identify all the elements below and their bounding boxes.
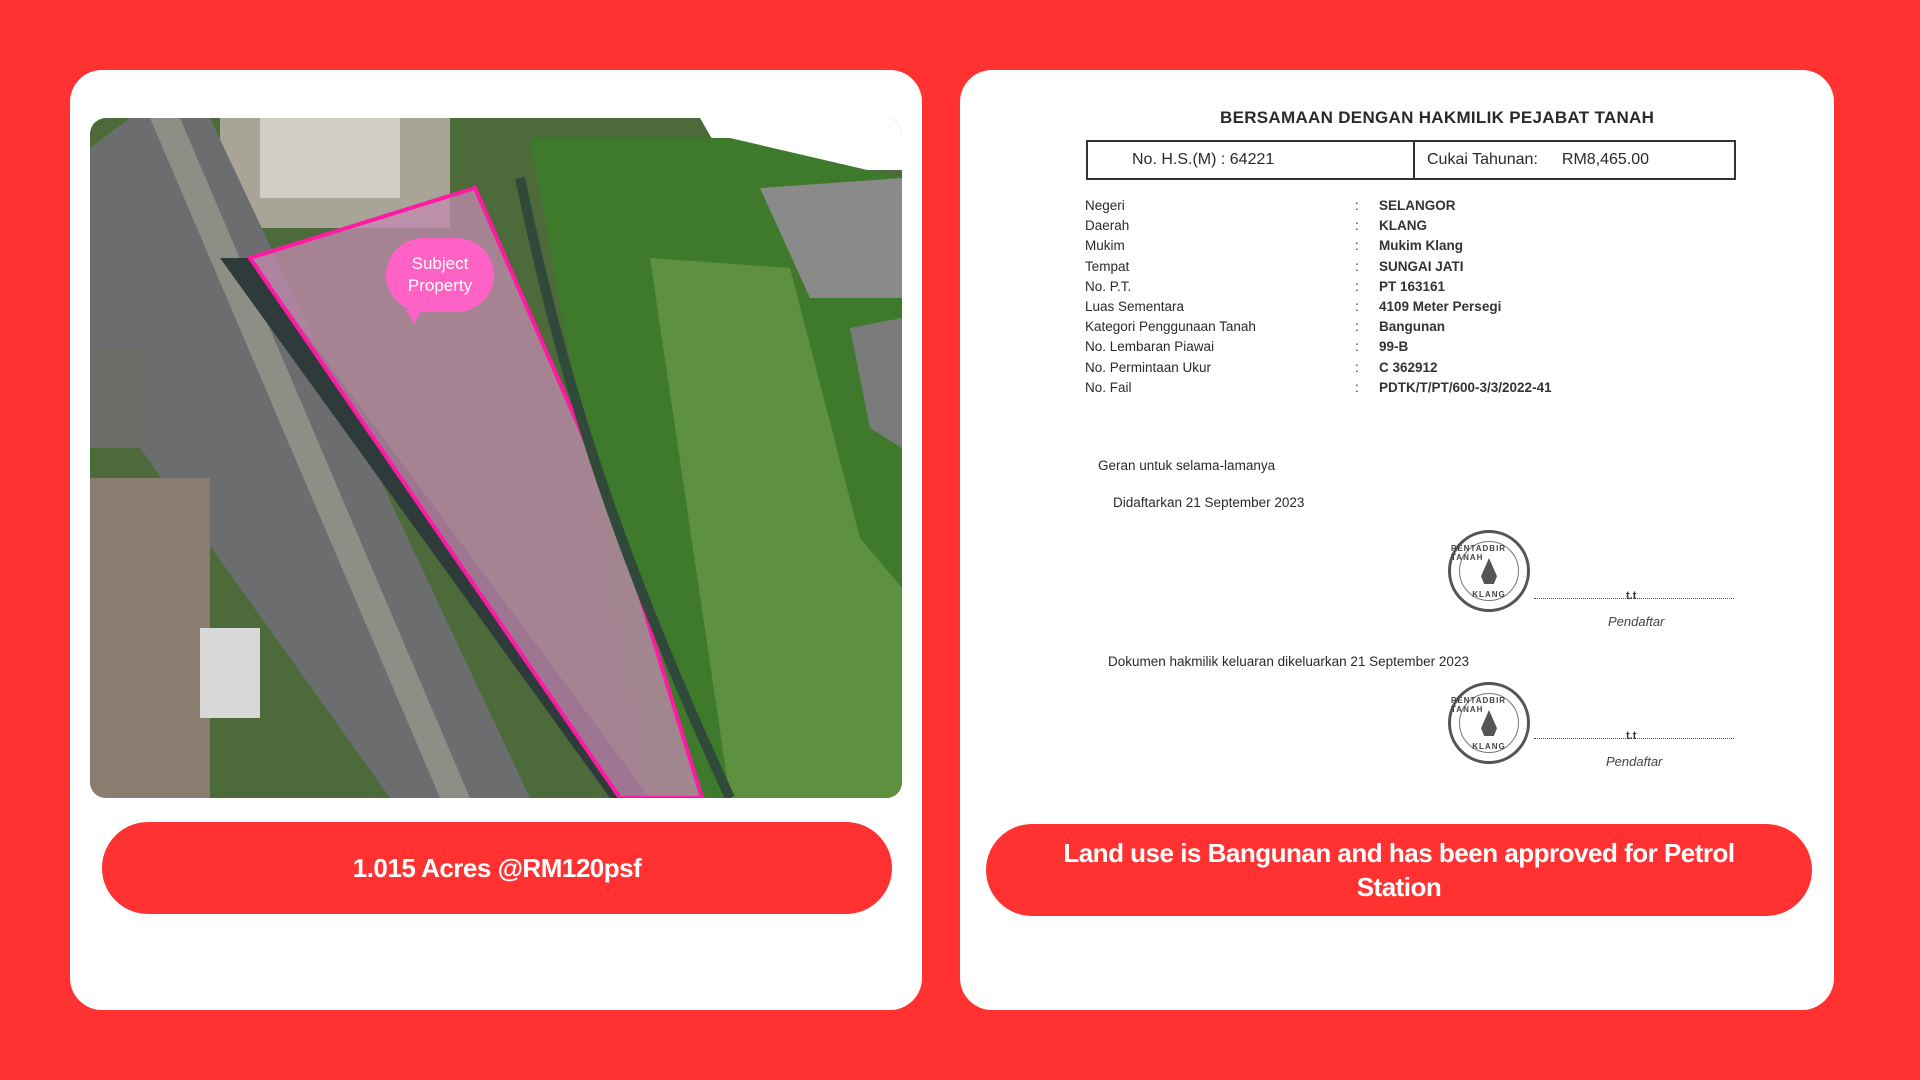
field-value: 4109 Meter Persegi: [1379, 298, 1502, 314]
land-use-caption: Land use is Bangunan and has been approved for Petrol Station: [986, 824, 1812, 916]
field-row: Negeri : SELANGOR: [1085, 198, 1552, 218]
registered-date-text: Didaftarkan 21 September 2023: [1113, 495, 1305, 510]
subject-property-callout: [386, 238, 494, 312]
aerial-photo: [90, 118, 902, 798]
annual-tax-label: Cukai Tahunan:: [1427, 151, 1538, 168]
price-caption: 1.015 Acres @RM120psf: [102, 822, 892, 914]
callout-line-2: Property: [407, 276, 473, 295]
field-label: Mukim: [1085, 238, 1125, 254]
field-row: Tempat : SUNGAI JATI: [1085, 259, 1552, 279]
field-row: Kategori Penggunaan Tanah : Bangunan: [1085, 319, 1552, 339]
callout-line-1: Subject: [411, 254, 469, 273]
field-value: SELANGOR: [1379, 198, 1456, 213]
field-label: No. Permintaan Ukur: [1085, 359, 1212, 375]
field-value: 99-B: [1379, 339, 1409, 355]
field-label: Kategori Penggunaan Tanah: [1085, 319, 1256, 335]
field-label: Negeri: [1085, 198, 1125, 213]
field-label: No. P.T.: [1085, 278, 1132, 294]
field-label: Tempat: [1085, 258, 1130, 274]
field-label: Luas Sementara: [1085, 298, 1185, 314]
seal-bottom-text: KLANG: [1472, 742, 1506, 751]
field-value: PDTK/T/PT/600-3/3/2022-41: [1379, 379, 1552, 395]
field-value: PT 163161: [1379, 278, 1446, 294]
field-value: KLANG: [1379, 218, 1427, 234]
field-label: No. Fail: [1085, 379, 1132, 395]
seal-top-text: PENTADBIR TANAH: [1451, 696, 1507, 714]
issued-date-text: Dokumen hakmilik keluaran dikeluarkan 21 September 2023: [1108, 654, 1469, 669]
signature-mark: t.t: [1626, 590, 1637, 602]
field-label: No. Lembaran Piawai: [1085, 339, 1215, 355]
field-row: No. Permintaan Ukur : C 362912: [1085, 360, 1552, 380]
seal-bottom-text: KLANG: [1472, 590, 1506, 599]
title-fields: [1085, 198, 1552, 400]
signatory-label: Pendaftar: [1608, 614, 1665, 629]
signatory-label: Pendaftar: [1606, 754, 1663, 769]
field-value: C 362912: [1379, 359, 1438, 375]
signature-mark: t.t: [1626, 730, 1637, 742]
title-number: No. H.S.(M) : 64221: [1088, 142, 1415, 178]
field-row: Luas Sementara : 4109 Meter Persegi: [1085, 299, 1552, 319]
annual-tax-value: RM8,465.00: [1561, 151, 1650, 168]
field-row: No. Lembaran Piawai : 99-B: [1085, 339, 1552, 359]
annual-tax: [1415, 142, 1649, 178]
land-office-seal: [1448, 530, 1530, 612]
field-row: No. Fail : PDTK/T/PT/600-3/3/2022-41: [1085, 380, 1552, 400]
field-row: Daerah : KLANG: [1085, 218, 1552, 238]
document-heading: BERSAMAAN DENGAN HAKMILIK PEJABAT TANAH: [1220, 108, 1655, 127]
title-box: [1086, 140, 1736, 180]
field-value: SUNGAI JATI: [1379, 258, 1464, 274]
field-value: Mukim Klang: [1379, 238, 1464, 254]
grant-text: Geran untuk selama-lamanya: [1098, 458, 1276, 473]
field-value: Bangunan: [1379, 319, 1445, 335]
field-label: Daerah: [1085, 218, 1130, 234]
land-title-document: [960, 70, 1834, 810]
land-office-seal: [1448, 682, 1530, 764]
seal-top-text: PENTADBIR TANAH: [1451, 544, 1507, 562]
field-row: Mukim : Mukim Klang: [1085, 238, 1552, 258]
field-row: No. P.T. : PT 163161: [1085, 279, 1552, 299]
land-title-card: [960, 70, 1834, 1010]
property-photo-card: [70, 70, 922, 1010]
